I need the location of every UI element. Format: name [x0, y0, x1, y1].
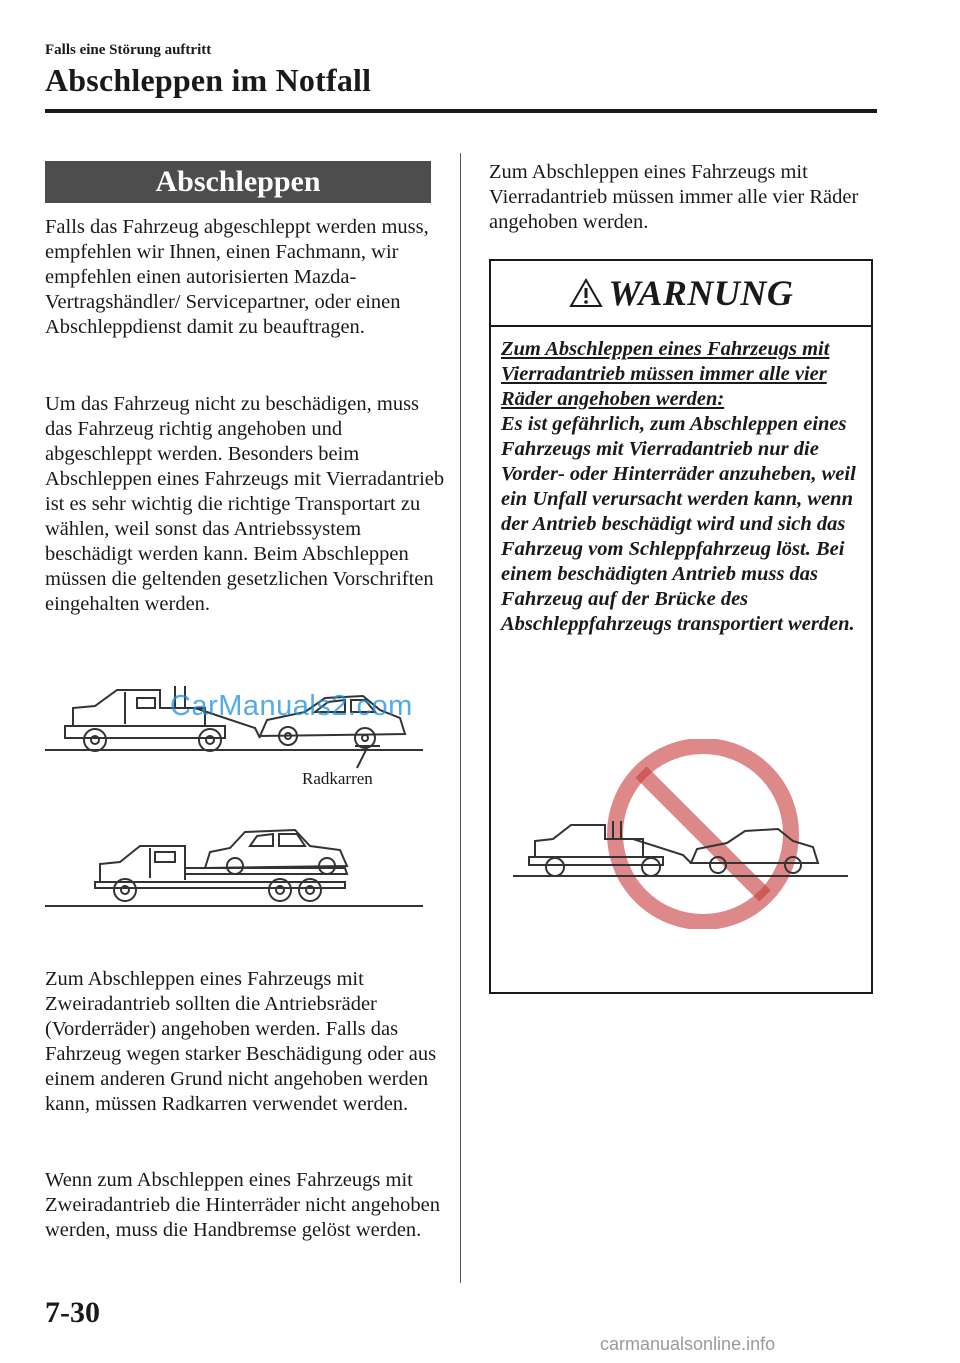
footer-site: carmanualsonline.info	[600, 1334, 776, 1354]
warning-title: WARNUNG	[608, 273, 794, 313]
warning-box	[489, 259, 873, 994]
damage-paragraph: Um das Fahrzeug nicht zu beschädigen, muss das Fahrzeug richtig angehoben und abgeschleppt werden. Besonders beim Abschleppen eines Fahrzeugs mit Vierradantrieb ist es sehr wichtig die richtige Transportart zu wählen, weil sonst das Antriebssystem beschädigt werden kann. Beim Abschleppen müssen die geltenden gesetzlichen Vorschriften eingehalten werden.	[45, 393, 445, 615]
warning-lead: Zum Abschleppen eines Fahrzeugs mit Vierradantrieb müssen immer alle vier Räder angehoben werden:	[501, 338, 830, 410]
section-title: Abschleppen im Notfall	[45, 62, 372, 98]
warning-body	[501, 337, 867, 637]
prohibited-towing-illustration	[513, 739, 853, 929]
warning-header	[491, 261, 871, 327]
intro-paragraph: Falls das Fahrzeug abgeschleppt werden muss, empfehlen wir Ihnen, einen Fachmann, wir empfehlen einen autorisierten Mazda-Vertragshändler/ Servicepartner, oder einen Abschleppdienst damit zu beauftragen.	[45, 216, 429, 338]
handbrake-paragraph: Wenn zum Abschleppen eines Fahrzeugs mit Zweiradantrieb die Hinterräder nicht angehoben werden, muss die Handbremse gelöst werden.	[45, 1169, 441, 1241]
two-wheel-drive-paragraph: Zum Abschleppen eines Fahrzeugs mit Zweiradantrieb sollten die Antriebsräder (Vorderräder) angehoben werden. Falls das Fahrzeug wegen starker Beschädigung oder aus einem anderen Grund nicht angehoben werden kann, müssen Radkarren verwendet werden.	[45, 968, 437, 1115]
page-number: 7-30	[45, 1296, 100, 1329]
column-divider	[460, 153, 461, 1283]
four-wheel-drive-paragraph: Zum Abschleppen eines Fahrzeugs mit Vierradantrieb müssen immer alle vier Räder angehoben werden.	[489, 161, 859, 233]
chapter-title: Falls eine Störung auftritt	[45, 42, 212, 58]
warning-text: Es ist gefährlich, zum Abschleppen eines Fahrzeugs mit Vierradantrieb nur die Vorder- oder Hinterräder anzuheben, weil ein Unfall verursacht werden kann, wenn der Antrieb beschädigt wird und sich das Fahrzeug vom Schleppfahrzeug löst. Bei einem beschädigten Antrieb muss das Fahrzeug auf der Brücke des Abschleppfahrzeugs transportiert werden.	[501, 413, 856, 635]
warning-triangle-icon	[569, 278, 603, 308]
flatbed-carrier-illustration	[45, 822, 430, 912]
section-banner: Abschleppen	[45, 161, 431, 203]
figure-label-radkarren: Radkarren	[302, 769, 373, 788]
header-rule	[45, 109, 877, 113]
watermark: CarManuals2.com	[170, 690, 413, 722]
